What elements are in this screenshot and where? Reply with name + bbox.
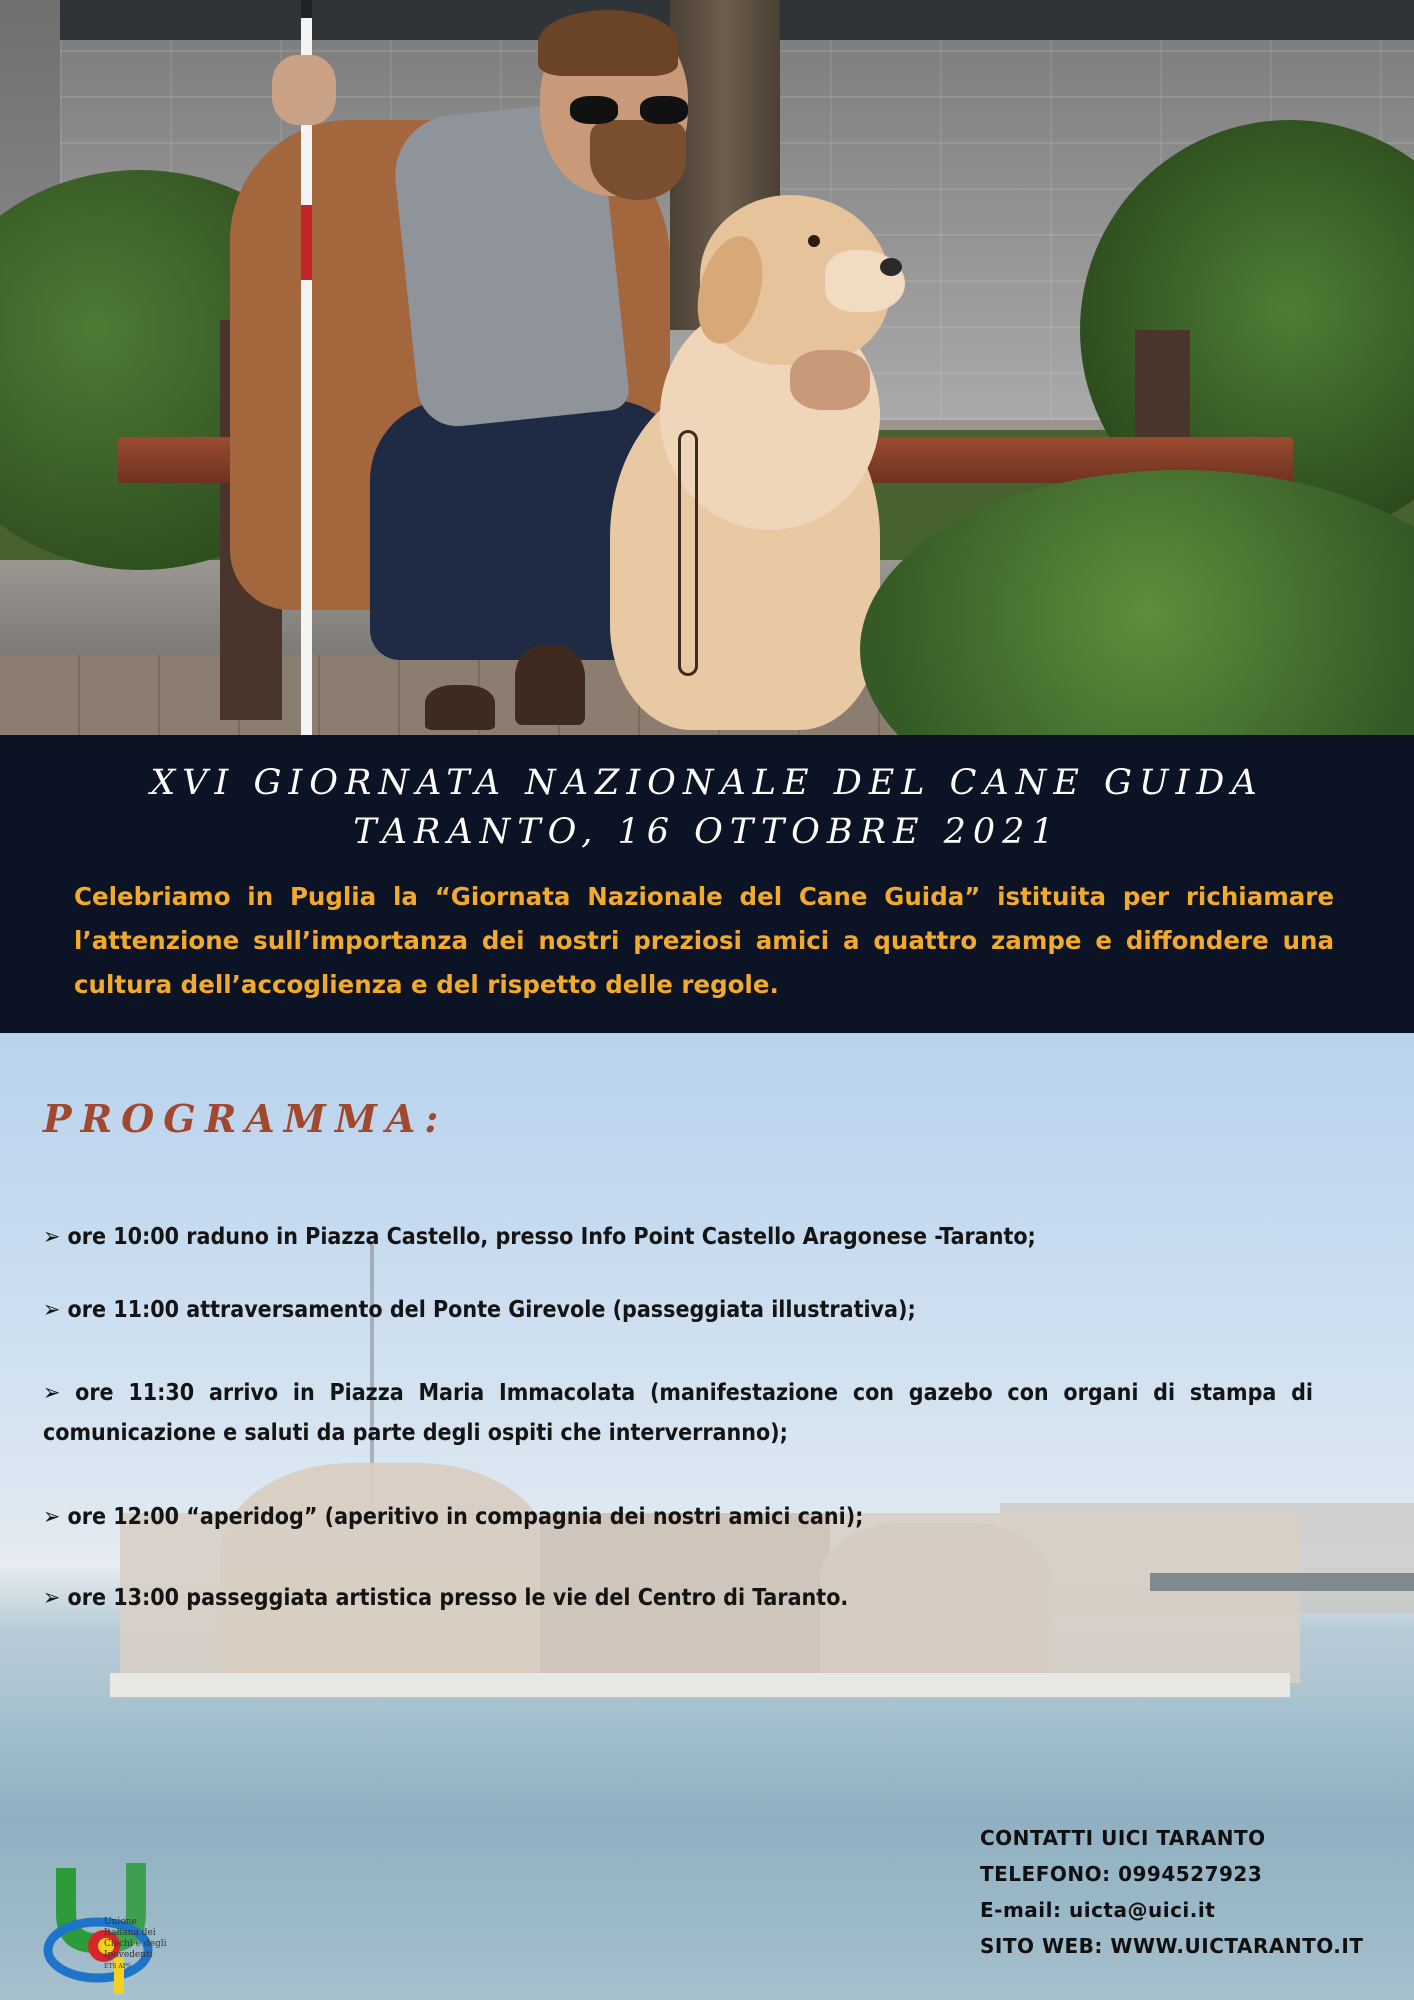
programme-section: [0, 1033, 1414, 2000]
intro-paragraph: Celebriamo in Puglia la “Giornata Nazionale del Cane Guida” istituita per richiamare l’attenzione sull’importanza dei nostri preziosi amici a quattro zampe e diffondere una cultura dell’accoglienza e del rispetto delle regole.: [74, 882, 1334, 999]
programme-item-text: ore 13:00 passeggiata artistica presso le vie del Centro di Taranto.: [67, 1585, 849, 1611]
title-band: [0, 735, 1414, 1033]
hero-photo: [0, 0, 1414, 735]
man-beard: [590, 120, 686, 200]
cane-red-band: [301, 205, 312, 280]
hand-on-dog: [790, 350, 870, 410]
programme-heading: PROGRAMMA:: [43, 1096, 448, 1141]
bullet-arrow-icon: ➢: [43, 1380, 61, 1406]
shoe-left: [425, 685, 495, 730]
man-hair: [538, 10, 678, 76]
dog-eye: [808, 235, 820, 247]
event-title-line2: TARANTO, 16 OTTOBRE 2021: [353, 812, 1061, 852]
event-title-line1: XVI GIORNATA NAZIONALE DEL CANE GUIDA: [150, 763, 1264, 803]
contacts-block: [980, 1820, 1363, 1964]
contact-phone[interactable]: TELEFONO: 0994527923: [980, 1862, 1263, 1886]
bullet-arrow-icon: ➢: [43, 1504, 61, 1530]
programme-item: [43, 1217, 1313, 1257]
hand-on-cane: [272, 55, 336, 125]
shoe-right: [515, 645, 585, 725]
programme-item-text: ore 11:00 attraversamento del Ponte Girevole (passeggiata illustrativa);: [67, 1297, 916, 1323]
dog-nose: [880, 258, 902, 276]
bullet-arrow-icon: ➢: [43, 1585, 61, 1611]
sunglasses: [570, 96, 702, 124]
contact-email[interactable]: E-mail: uicta@uici.it: [980, 1898, 1216, 1922]
logo-caption: Unione Italiana dei Ciechi e degli Ipovedenti ETS APS: [104, 1917, 167, 1970]
bullet-arrow-icon: ➢: [43, 1224, 61, 1250]
bullet-arrow-icon: ➢: [43, 1297, 61, 1323]
programme-item-text: ore 12:00 “aperidog” (aperitivo in compagnia dei nostri amici cani);: [67, 1504, 864, 1530]
cane-tip: [301, 0, 312, 18]
jetty: [110, 1673, 1290, 1697]
contacts-heading: CONTATTI UICI TARANTO: [980, 1826, 1266, 1850]
programme-item: [43, 1290, 1313, 1330]
dog-leash: [678, 430, 698, 676]
programme-item: [43, 1578, 1313, 1618]
programme-item: [43, 1373, 1313, 1453]
programme-item-text: ore 11:30 arrivo in Piazza Maria Immacolata (manifestazione con gazebo con organi di stampa di comunicazione e saluti da parte degli ospiti che interverranno);: [43, 1380, 1314, 1446]
contact-website[interactable]: SITO WEB: WWW.UICTARANTO.IT: [980, 1934, 1364, 1958]
programme-item: [43, 1497, 1313, 1537]
programme-item-text: ore 10:00 raduno in Piazza Castello, presso Info Point Castello Aragonese -Taranto;: [67, 1224, 1036, 1250]
